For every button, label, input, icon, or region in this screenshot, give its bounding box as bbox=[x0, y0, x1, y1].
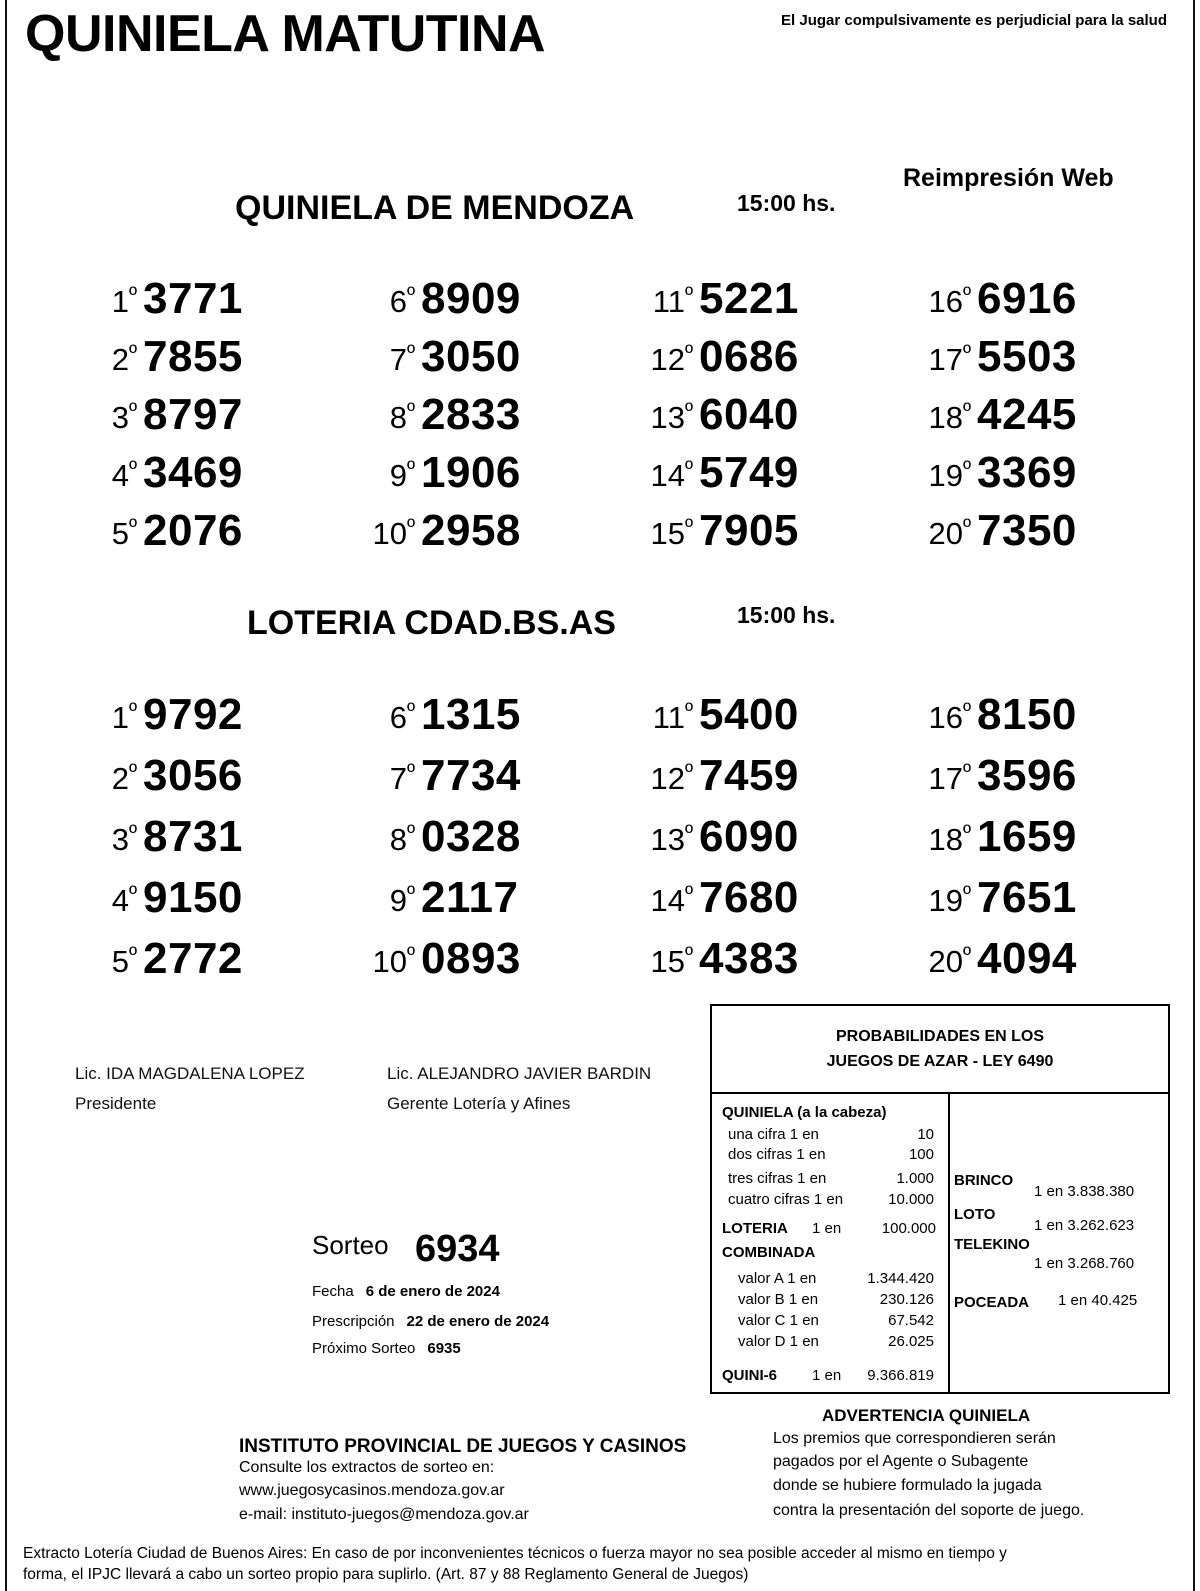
result-position-number: 16 bbox=[928, 700, 963, 735]
result-position bbox=[650, 759, 693, 797]
sorteo-number: 6934 bbox=[415, 1228, 500, 1270]
result-number: 7680 bbox=[699, 873, 799, 922]
result-position bbox=[390, 759, 415, 797]
ordinal-mark: º bbox=[962, 456, 971, 481]
ordinal-mark: º bbox=[128, 759, 137, 784]
quiniela-odds-1-label: una cifra 1 en bbox=[728, 1126, 819, 1143]
ordinal-mark: º bbox=[684, 820, 693, 845]
result-position-number: 10 bbox=[372, 944, 407, 979]
result-position-number: 13 bbox=[650, 400, 685, 435]
ordinal-mark: º bbox=[406, 759, 415, 784]
result-number: 3056 bbox=[143, 751, 243, 800]
advertencia-line-1: Los premios que correspondieren serán bbox=[773, 1430, 1056, 1447]
loteria-odds-text: 1 en bbox=[812, 1220, 842, 1237]
result-cell bbox=[603, 444, 863, 502]
result-position-number: 5 bbox=[111, 516, 129, 551]
ordinal-mark: º bbox=[406, 340, 415, 365]
result-position-number: 8 bbox=[389, 822, 407, 857]
footer-line-1: Extracto Lotería Ciudad de Buenos Aires: En caso de por inconvenientes técnicos o fuerza mayor no sea posible acceder al mismo en tiempo y bbox=[23, 1545, 1007, 1562]
result-position bbox=[112, 820, 137, 858]
result-number: 2117 bbox=[421, 873, 519, 922]
quiniela-odds-1-value: 10 bbox=[917, 1126, 934, 1143]
result-position bbox=[112, 942, 137, 980]
result-number: 6916 bbox=[977, 274, 1077, 323]
result-number: 8731 bbox=[143, 812, 243, 861]
combinada-a-value: 1.344.420 bbox=[867, 1270, 934, 1287]
loto-odds-label: LOTO bbox=[954, 1206, 996, 1223]
result-position bbox=[928, 514, 971, 552]
result-number: 3596 bbox=[977, 751, 1077, 800]
quiniela-odds-2-value: 100 bbox=[908, 1146, 934, 1163]
result-position bbox=[928, 456, 971, 494]
result-number: 2833 bbox=[421, 390, 521, 439]
advertencia-line-2: pagados por el Agente o Subagente bbox=[773, 1453, 1029, 1470]
result-number: 7734 bbox=[421, 751, 521, 800]
signature-name-president: Lic. IDA MAGDALENA LOPEZ bbox=[75, 1064, 305, 1083]
result-cell bbox=[47, 930, 307, 988]
result-number: 3771 bbox=[143, 274, 243, 323]
proximo-value: 6935 bbox=[427, 1340, 461, 1357]
result-cell bbox=[603, 502, 863, 560]
telekino-odds-value: 1 en 3.268.760 bbox=[1034, 1255, 1135, 1272]
result-cell bbox=[47, 444, 307, 502]
result-cell bbox=[881, 386, 1141, 444]
ordinal-mark: º bbox=[684, 282, 693, 307]
result-number: 6090 bbox=[699, 812, 799, 861]
brinco-odds-value: 1 en 3.838.380 bbox=[1034, 1183, 1135, 1200]
result-position-number: 15 bbox=[650, 944, 685, 979]
result-number: 1906 bbox=[421, 448, 521, 497]
result-number: 0893 bbox=[421, 934, 521, 983]
result-position bbox=[372, 942, 415, 980]
ordinal-mark: º bbox=[684, 340, 693, 365]
health-warning: El Jugar compulsivamente es perjudicial para la salud bbox=[781, 12, 1167, 29]
ordinal-mark: º bbox=[962, 698, 971, 723]
result-position bbox=[650, 820, 693, 858]
combinada-a-label: valor A 1 en bbox=[738, 1270, 817, 1287]
result-position-number: 3 bbox=[111, 822, 129, 857]
loteria-odds-value: 100.000 bbox=[881, 1220, 936, 1237]
sorteo-label: Sorteo bbox=[312, 1230, 389, 1260]
result-position-number: 3 bbox=[111, 400, 129, 435]
fecha-value: 6 de enero de 2024 bbox=[365, 1283, 500, 1300]
result-position-number: 9 bbox=[389, 458, 407, 493]
result-cell bbox=[325, 386, 585, 444]
ordinal-mark: º bbox=[684, 398, 693, 423]
ordinal-mark: º bbox=[684, 514, 693, 539]
result-position bbox=[928, 759, 971, 797]
result-position-number: 1 bbox=[111, 700, 129, 735]
result-cell bbox=[325, 747, 585, 805]
result-position bbox=[372, 514, 415, 552]
result-position-number: 17 bbox=[928, 342, 963, 377]
institute-website: www.juegosycasinos.mendoza.gov.ar bbox=[239, 1482, 505, 1499]
result-cell bbox=[47, 747, 307, 805]
result-cell bbox=[603, 747, 863, 805]
result-cell bbox=[47, 386, 307, 444]
result-position bbox=[928, 340, 971, 378]
result-position-number: 19 bbox=[928, 883, 963, 918]
advertencia-title: ADVERTENCIA QUINIELA bbox=[822, 1406, 1031, 1425]
result-number: 4383 bbox=[699, 934, 799, 983]
result-number: 3050 bbox=[421, 332, 521, 381]
result-number: 4245 bbox=[977, 390, 1077, 439]
proximo-row bbox=[312, 1340, 461, 1357]
probabilities-header bbox=[712, 1006, 1168, 1094]
result-position-number: 19 bbox=[928, 458, 963, 493]
result-position bbox=[112, 398, 137, 436]
result-position bbox=[390, 820, 415, 858]
result-cell bbox=[881, 444, 1141, 502]
result-number: 7350 bbox=[977, 506, 1077, 555]
result-position-number: 1 bbox=[111, 284, 129, 319]
result-number: 7905 bbox=[699, 506, 799, 555]
result-cell bbox=[881, 747, 1141, 805]
result-position bbox=[928, 282, 971, 320]
ordinal-mark: º bbox=[684, 698, 693, 723]
prescripcion-value: 22 de enero de 2024 bbox=[406, 1313, 550, 1330]
ordinal-mark: º bbox=[684, 881, 693, 906]
ordinal-mark: º bbox=[962, 398, 971, 423]
ordinal-mark: º bbox=[406, 456, 415, 481]
result-number: 0686 bbox=[699, 332, 799, 381]
section-title-ciudad: LOTERIA CDAD.BS.AS bbox=[247, 604, 616, 642]
fecha-label: Fecha bbox=[312, 1283, 354, 1300]
result-position-number: 6 bbox=[389, 700, 407, 735]
result-number: 1659 bbox=[977, 812, 1077, 861]
result-position-number: 14 bbox=[650, 883, 685, 918]
ordinal-mark: º bbox=[684, 759, 693, 784]
result-number: 5221 bbox=[699, 274, 799, 323]
result-position bbox=[390, 282, 415, 320]
signature-role-manager: Gerente Lotería y Afines bbox=[387, 1094, 571, 1113]
result-position bbox=[390, 456, 415, 494]
result-position bbox=[650, 456, 693, 494]
institute-name: INSTITUTO PROVINCIAL DE JUEGOS Y CASINOS bbox=[239, 1436, 687, 1457]
ordinal-mark: º bbox=[684, 942, 693, 967]
ordinal-mark: º bbox=[128, 456, 137, 481]
result-position-number: 13 bbox=[650, 822, 685, 857]
result-position-number: 5 bbox=[111, 944, 129, 979]
result-number: 2772 bbox=[143, 934, 243, 983]
result-number: 5749 bbox=[699, 448, 799, 497]
result-position bbox=[112, 340, 137, 378]
results-sheet bbox=[5, 0, 1195, 1591]
advertencia-line-4: contra la presentación del soporte de juego. bbox=[773, 1502, 1085, 1519]
proximo-label: Próximo Sorteo bbox=[312, 1340, 416, 1357]
result-position-number: 15 bbox=[650, 516, 685, 551]
ordinal-mark: º bbox=[962, 942, 971, 967]
result-number: 9792 bbox=[143, 690, 243, 739]
result-number: 0328 bbox=[421, 812, 521, 861]
ordinal-mark: º bbox=[128, 881, 137, 906]
result-cell bbox=[47, 686, 307, 744]
institute-email: e-mail: instituto-juegos@mendoza.gov.ar bbox=[239, 1506, 529, 1523]
result-cell bbox=[603, 869, 863, 927]
ordinal-mark: º bbox=[962, 282, 971, 307]
result-position-number: 18 bbox=[928, 400, 963, 435]
ordinal-mark: º bbox=[962, 820, 971, 845]
result-cell bbox=[881, 686, 1141, 744]
result-position bbox=[390, 881, 415, 919]
footer-line-2: forma, el IPJC llevará a cabo un sorteo propio para suplirlo. (Art. 87 y 88 Reglamento General de Juegos) bbox=[23, 1566, 749, 1583]
result-position-number: 2 bbox=[111, 342, 129, 377]
section-time-mendoza: 15:00 hs. bbox=[737, 190, 836, 216]
ordinal-mark: º bbox=[962, 759, 971, 784]
result-cell bbox=[603, 930, 863, 988]
result-position bbox=[928, 398, 971, 436]
result-cell bbox=[47, 502, 307, 560]
result-position-number: 10 bbox=[372, 516, 407, 551]
combinada-c-label: valor C 1 en bbox=[738, 1312, 819, 1329]
probabilities-divider bbox=[948, 1094, 950, 1394]
result-position bbox=[390, 340, 415, 378]
result-position bbox=[928, 942, 971, 980]
result-cell bbox=[881, 869, 1141, 927]
result-position bbox=[650, 340, 693, 378]
result-cell bbox=[325, 328, 585, 386]
result-cell bbox=[881, 930, 1141, 988]
ordinal-mark: º bbox=[406, 881, 415, 906]
section-title-mendoza: QUINIELA DE MENDOZA bbox=[235, 189, 635, 227]
result-position-number: 4 bbox=[111, 458, 129, 493]
result-position-number: 11 bbox=[652, 284, 685, 319]
brinco-odds-label: BRINCO bbox=[954, 1172, 1014, 1189]
result-position bbox=[928, 698, 971, 736]
prescripcion-label: Prescripción bbox=[312, 1313, 395, 1330]
combinada-b-label: valor B 1 en bbox=[738, 1291, 819, 1308]
result-number: 7855 bbox=[143, 332, 243, 381]
result-number: 8150 bbox=[977, 690, 1077, 739]
combinada-d-value: 26.025 bbox=[888, 1333, 934, 1350]
result-cell bbox=[325, 502, 585, 560]
result-position bbox=[112, 698, 137, 736]
result-cell bbox=[881, 328, 1141, 386]
probabilities-title-1: PROBABILIDADES EN LOS bbox=[835, 1028, 1044, 1045]
result-position bbox=[650, 398, 693, 436]
loto-odds-value: 1 en 3.262.623 bbox=[1034, 1217, 1135, 1234]
quiniela-odds-3-value: 1.000 bbox=[896, 1170, 934, 1187]
result-number: 3369 bbox=[977, 448, 1077, 497]
result-cell bbox=[325, 930, 585, 988]
result-position-number: 9 bbox=[389, 883, 407, 918]
telekino-odds-label: TELEKINO bbox=[954, 1236, 1030, 1253]
quiniela-odds-4-value: 10.000 bbox=[888, 1191, 934, 1208]
ordinal-mark: º bbox=[962, 514, 971, 539]
poceada-odds-value: 1 en 40.425 bbox=[1058, 1292, 1138, 1309]
result-position-number: 20 bbox=[928, 944, 963, 979]
result-cell bbox=[603, 686, 863, 744]
section-time-ciudad: 15:00 hs. bbox=[737, 602, 836, 628]
result-position-number: 7 bbox=[389, 761, 407, 796]
ordinal-mark: º bbox=[684, 456, 693, 481]
ordinal-mark: º bbox=[406, 942, 415, 967]
result-cell bbox=[881, 808, 1141, 866]
result-cell bbox=[47, 808, 307, 866]
result-position bbox=[112, 881, 137, 919]
result-position-number: 6 bbox=[389, 284, 407, 319]
result-cell bbox=[603, 386, 863, 444]
ordinal-mark: º bbox=[128, 942, 137, 967]
result-cell bbox=[881, 270, 1141, 328]
quini6-odds-value: 9.366.819 bbox=[867, 1367, 934, 1384]
result-position-number: 12 bbox=[650, 342, 685, 377]
ordinal-mark: º bbox=[128, 820, 137, 845]
quiniela-odds-4-label: cuatro cifras 1 en bbox=[728, 1191, 844, 1208]
result-position bbox=[653, 282, 693, 320]
result-number: 3469 bbox=[143, 448, 243, 497]
result-number: 4094 bbox=[977, 934, 1077, 983]
result-position bbox=[650, 942, 693, 980]
ordinal-mark: º bbox=[128, 698, 137, 723]
result-number: 8797 bbox=[143, 390, 243, 439]
combinada-b-value: 230.126 bbox=[879, 1291, 934, 1308]
probabilities-box bbox=[710, 1004, 1170, 1394]
result-position-number: 12 bbox=[650, 761, 685, 796]
result-cell bbox=[881, 502, 1141, 560]
ordinal-mark: º bbox=[962, 340, 971, 365]
quini6-odds-text: 1 en bbox=[812, 1367, 842, 1384]
result-position bbox=[653, 698, 693, 736]
result-number: 5400 bbox=[699, 690, 799, 739]
result-position bbox=[112, 759, 137, 797]
result-number: 7459 bbox=[699, 751, 799, 800]
result-position bbox=[112, 514, 137, 552]
result-number: 7651 bbox=[977, 873, 1077, 922]
quiniela-odds-3-label: tres cifras 1 en bbox=[728, 1170, 827, 1187]
signature-name-manager: Lic. ALEJANDRO JAVIER BARDIN bbox=[387, 1064, 652, 1083]
result-cell bbox=[603, 328, 863, 386]
ordinal-mark: º bbox=[406, 698, 415, 723]
result-cell bbox=[325, 444, 585, 502]
result-cell bbox=[325, 808, 585, 866]
result-position bbox=[650, 881, 693, 919]
result-position-number: 16 bbox=[928, 284, 963, 319]
ordinal-mark: º bbox=[128, 514, 137, 539]
quiniela-odds-2-label: dos cifras 1 en bbox=[728, 1146, 826, 1163]
result-position-number: 7 bbox=[389, 342, 407, 377]
result-position bbox=[650, 514, 693, 552]
signature-role-president: Presidente bbox=[75, 1094, 157, 1113]
ordinal-mark: º bbox=[128, 282, 137, 307]
result-number: 8909 bbox=[421, 274, 521, 323]
ordinal-mark: º bbox=[128, 398, 137, 423]
reprint-label: Reimpresión Web bbox=[903, 164, 1114, 192]
quiniela-odds-label: QUINIELA (a la cabeza) bbox=[722, 1104, 887, 1121]
result-cell bbox=[47, 328, 307, 386]
ordinal-mark: º bbox=[962, 881, 971, 906]
combinada-d-label: valor D 1 en bbox=[738, 1333, 819, 1350]
result-position bbox=[112, 282, 137, 320]
result-number: 9150 bbox=[143, 873, 243, 922]
result-position bbox=[112, 456, 137, 494]
result-number: 2958 bbox=[421, 506, 521, 555]
result-position-number: 4 bbox=[111, 883, 129, 918]
probabilities-title-2: JUEGOS DE AZAR - LEY 6490 bbox=[826, 1053, 1054, 1070]
result-number: 5503 bbox=[977, 332, 1077, 381]
result-cell bbox=[325, 270, 585, 328]
result-cell bbox=[325, 869, 585, 927]
advertencia-line-3: donde se hubiere formulado la jugada bbox=[773, 1477, 1042, 1494]
prescripcion-row bbox=[312, 1313, 549, 1330]
quini6-odds-label: QUINI-6 bbox=[722, 1367, 778, 1384]
result-number: 6040 bbox=[699, 390, 799, 439]
ordinal-mark: º bbox=[406, 820, 415, 845]
result-cell bbox=[325, 686, 585, 744]
result-cell bbox=[47, 270, 307, 328]
result-position-number: 17 bbox=[928, 761, 963, 796]
combinada-odds-label: COMBINADA bbox=[722, 1244, 816, 1261]
result-number: 2076 bbox=[143, 506, 243, 555]
result-position-number: 2 bbox=[111, 761, 129, 796]
result-position bbox=[390, 398, 415, 436]
result-position bbox=[928, 881, 971, 919]
result-cell bbox=[603, 808, 863, 866]
ordinal-mark: º bbox=[406, 282, 415, 307]
result-cell bbox=[47, 869, 307, 927]
institute-line-1: Consulte los extractos de sorteo en: bbox=[239, 1459, 495, 1476]
result-number: 1315 bbox=[421, 690, 521, 739]
ordinal-mark: º bbox=[406, 514, 415, 539]
result-position bbox=[928, 820, 971, 858]
result-position-number: 11 bbox=[652, 700, 685, 735]
result-position-number: 14 bbox=[650, 458, 685, 493]
ordinal-mark: º bbox=[128, 340, 137, 365]
poceada-odds-label: POCEADA bbox=[954, 1294, 1030, 1311]
page-title: QUINIELA MATUTINA bbox=[25, 5, 546, 63]
result-position-number: 8 bbox=[389, 400, 407, 435]
fecha-row bbox=[312, 1283, 500, 1300]
result-cell bbox=[603, 270, 863, 328]
result-position bbox=[390, 698, 415, 736]
combinada-c-value: 67.542 bbox=[888, 1312, 934, 1329]
result-position-number: 18 bbox=[928, 822, 963, 857]
loteria-odds-label: LOTERIA bbox=[722, 1220, 788, 1237]
result-position-number: 20 bbox=[928, 516, 963, 551]
ordinal-mark: º bbox=[406, 398, 415, 423]
